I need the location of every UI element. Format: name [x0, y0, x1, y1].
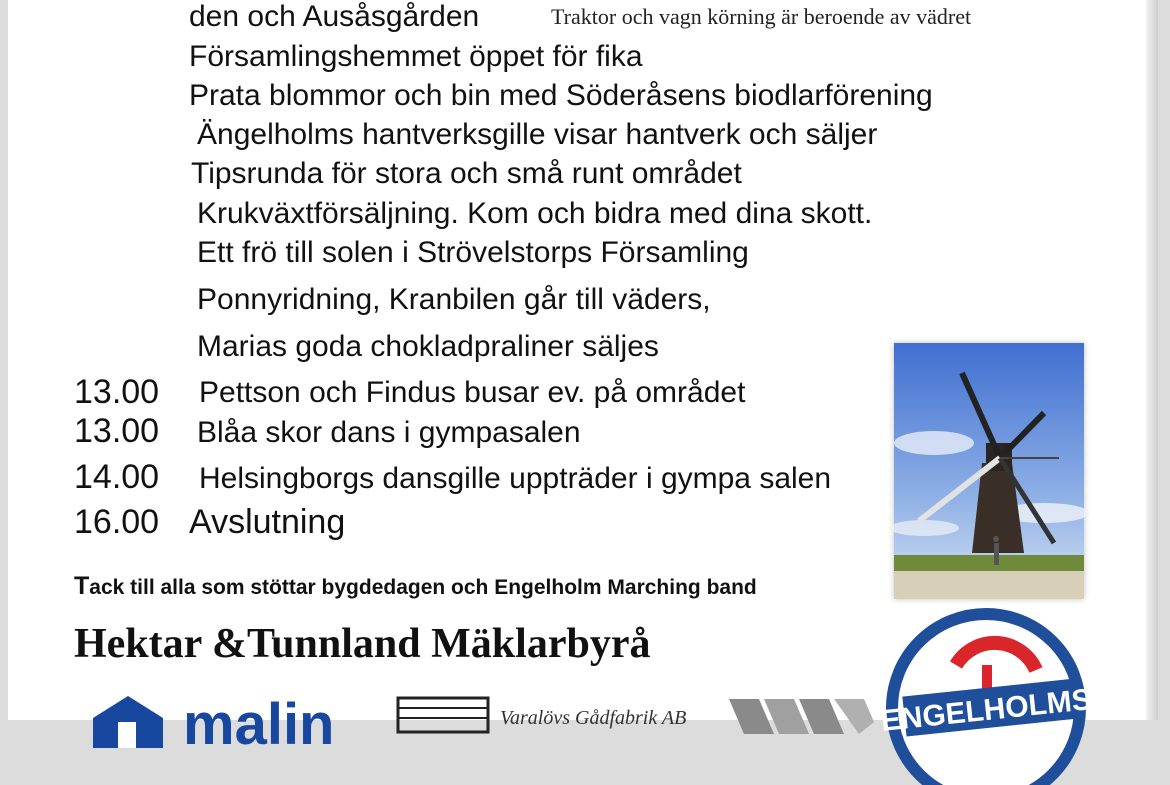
schedule-text: Avslutning: [189, 503, 346, 541]
schedule-time: 14.00: [74, 458, 160, 496]
program-line: Marias goda chokladpraliner säljes: [197, 330, 659, 363]
program-line: Prata blommor och bin med Söderåsens biodlarförening: [189, 79, 933, 112]
club-logo-text: ENGELHOLMS: [879, 683, 1094, 738]
thanks-line: [74, 572, 757, 601]
program-line: den och Ausåsgården: [189, 0, 480, 33]
malin-logo: [88, 688, 378, 757]
program-line: Krukväxtförsäljning. Kom och bidra med dina skott.: [197, 197, 873, 230]
factory-text: Varalövs Gådfabrik AB: [500, 707, 687, 729]
schedule-text: Blåa skor dans i gympasalen: [197, 416, 581, 449]
factory-logo: [392, 692, 732, 729]
schedule-text: Helsingborgs dansgille uppträder i gympa salen: [199, 462, 832, 495]
program-line: Ängelholms hantverksgille visar hantverk och säljer: [197, 118, 878, 151]
schedule-time: 13.00: [74, 412, 160, 450]
malin-text: malin: [183, 692, 335, 757]
w-emblem: [724, 694, 874, 734]
thanks-first-letter: T: [74, 572, 90, 600]
schedule-text: Pettson och Findus busar ev. på området: [199, 376, 746, 409]
windmill-image: [894, 343, 1084, 599]
club-emblem: [879, 610, 1096, 780]
windmill-photo: [894, 343, 1084, 599]
program-line: Ponnyridning, Kranbilen går till väders,: [197, 283, 711, 316]
broker-name: Hektar &Tunnland Mäklarbyrå: [74, 621, 651, 667]
schedule-time: 13.00: [74, 373, 160, 411]
malin-emblem: [88, 688, 378, 757]
poster-page: [8, 0, 1158, 757]
page-edge-shadow: [1146, 0, 1158, 720]
program-line: Tipsrunda för stora och små runt området: [191, 157, 742, 190]
factory-emblem: [392, 692, 732, 732]
thanks-text: ack till alla som stöttar bygdedagen och Engelholm Marching band: [89, 576, 757, 599]
club-logo: [879, 610, 1096, 738]
program-line: Församlingshemmet öppet för fika: [189, 40, 643, 73]
schedule-time: 16.00: [74, 503, 160, 541]
program-line: Ett frö till solen i Strövelstorps Församling: [197, 236, 749, 269]
weather-note: Traktor och vagn körning är beroende av vädret: [551, 4, 972, 29]
w-logo: [724, 694, 874, 720]
